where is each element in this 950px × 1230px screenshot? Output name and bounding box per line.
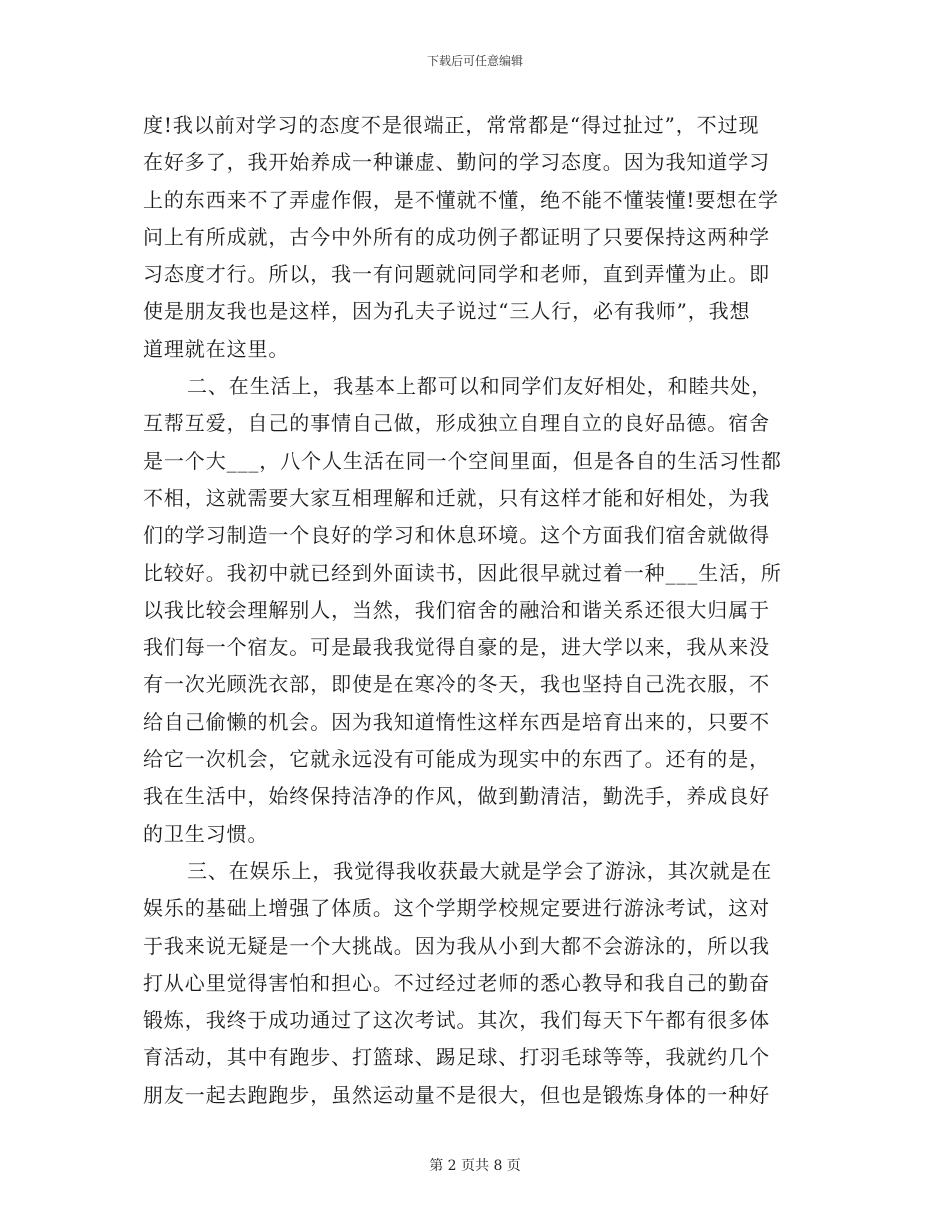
text-line: 锻炼，我终于成功通过了这次考试。其次，我们每天下午都有很多体 xyxy=(143,1008,770,1033)
text-line: 三、在娱乐上，我觉得我收获最大就是学会了游泳，其次就是在 xyxy=(187,858,773,883)
page-footer: 第 2 页共 8 页 xyxy=(429,1158,521,1174)
text-line: 给它一次机会，它就永远没有可能成为现实中的东西了。还有的是， xyxy=(143,747,770,772)
text-line: 我在生活中，始终保持洁净的作风，做到勤清洁，勤洗手，养成良好 xyxy=(143,784,770,809)
text-line: 上的东西来不了弄虚作假，是不懂就不懂，绝不能不懂装懂!要想在学 xyxy=(143,187,779,212)
text-line: 有一次光顾洗衣部，即使是在寒冷的冬天，我也坚持自己洗衣服，不 xyxy=(143,672,770,697)
text-line: 使是朋友我也是这样，因为孔夫子说过“三人行，必有我师”，我想 xyxy=(143,299,751,324)
text-line: 朋友一起去跑跑步，虽然运动量不是很大，但也是锻炼身体的一种好 xyxy=(143,1082,770,1107)
text-line: 度!我以前对学习的态度不是很端正，常常都是“得过扯过”，不过现 xyxy=(143,113,760,137)
text-line: 在好多了，我开始养成一种谦虚、勤问的学习态度。因为我知道学习 xyxy=(143,150,770,175)
text-line: 以我比较会理解别人，当然，我们宿舍的融洽和谐关系还很大归属于 xyxy=(143,597,770,622)
text-line: 娱乐的基础上增强了体质。这个学期学校规定要进行游泳考试，这对 xyxy=(143,896,770,921)
text-line: 们的学习制造一个良好的学习和休息环境。这个方面我们宿舍就做得 xyxy=(143,523,770,548)
text-line: 给自己偷懒的机会。因为我知道惰性这样东西是培育出来的，只要不 xyxy=(143,709,770,734)
text-line: 问上有所成就，古今中外所有的成功例子都证明了只要保持这两种学 xyxy=(143,224,770,249)
text-line: 不相，这就需要大家互相理解和迁就，只有这样才能和好相处，为我 xyxy=(143,485,770,510)
text-line: 育活动，其中有跑步、打篮球、踢足球、打羽毛球等等，我就约几个 xyxy=(143,1045,770,1070)
text-line: 互帮互爱，自己的事情自己做，形成独立自理自立的良好品德。宿舍 xyxy=(143,411,770,436)
text-line: 习态度才行。所以，我一有问题就问同学和老师，直到弄懂为止。即 xyxy=(143,262,770,287)
text-line: 是一个大___，八个人生活在同一个空间里面，但是各自的生活习性都 xyxy=(143,448,782,473)
text-line: 打从心里觉得害怕和担心。不过经过老师的悉心教导和我自己的勤奋 xyxy=(143,970,770,995)
text-line: 于我来说无疑是一个大挑战。因为我从小到大都不会游泳的，所以我 xyxy=(143,933,770,958)
text-line: 道理就在这里。 xyxy=(143,336,290,361)
text-line: 比较好。我初中就已经到外面读书，因此很早就过着一种___生活，所 xyxy=(143,560,782,585)
text-line: 的卫生习惯。 xyxy=(143,821,269,846)
text-line: 我们每一个宿友。可是最我我觉得自豪的是，进大学以来，我从来没 xyxy=(143,635,770,660)
page-header: 下载后可任意编辑 xyxy=(426,54,523,68)
document-body xyxy=(143,107,807,1114)
text-line: 二、在生活上，我基本上都可以和同学们友好相处，和睦共处， xyxy=(187,374,773,399)
